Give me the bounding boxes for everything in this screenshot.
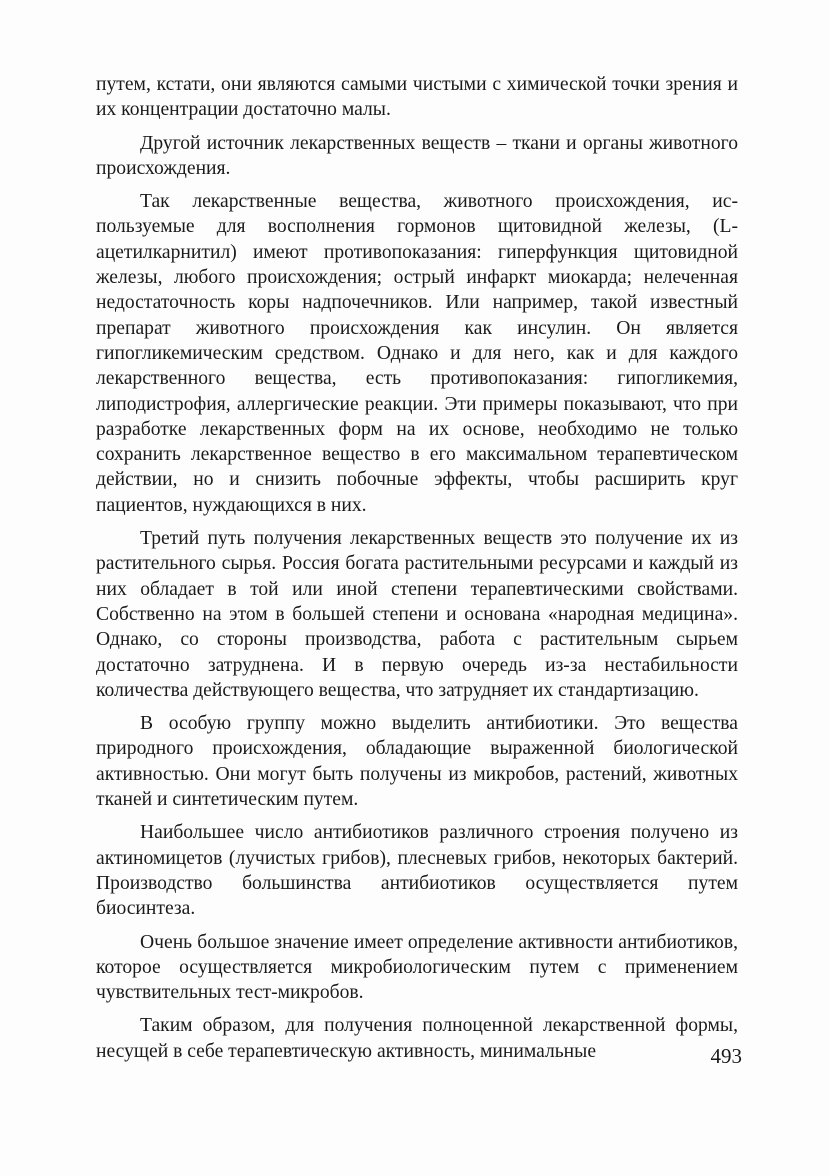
paragraph-plant-sources: Третий путь получения лекарственных веществ это получение их из растительного сырья. Россия богата растительными ресурсами и каждый из них обладает в той или иной степени терапевтическими свойствами. Собственно на этом в большей степени и основана «народная медицина». Однако, со стороны производства, работа с растительным сырьем достаточно затруднена. И в первую очередь из-за нестабильности количества действующего вещества, что затрудняет их стандартизацию.	[96, 528, 738, 701]
paragraph-continuation: путем, кстати, они являются самыми чистыми с химической точки зрения и их концентрации достаточно малы.	[96, 74, 738, 121]
body-text	[96, 72, 738, 1072]
paragraph-antibiotics: В особую группу можно выделить антибиотики. Это вещества природного происхождения, обладающие выраженной биологической активностью. Они могут быть получены из микробов, растений, животных тканей и синтетическим путем.	[96, 713, 738, 811]
page-number: 493	[710, 1044, 742, 1068]
paragraph-contraindications: Так лекарственные вещества, животного происхождения, используемые для восполнения гормонов щитовидной железы, (L-ацетилкарнитил) имеют противопоказания: гиперфункция щитовидной железы, любого происхождения; острый инфаркт миокарда; нелеченная недостаточность коры надпочечников. Или например, такой известный препарат животного происхождения как инсулин. Он является гипогликемическим средством. Однако и для него, как и для каждого лекарственного вещества, есть противопоказания: гипогликемия, липодистрофия, аллергические реакции. Эти примеры показывают, что при разработке лекарственных форм на их основе, необходимо не только сохранить лекарственное вещество в его максимальном терапевтическом действии, но и снизить побочные эффекты, чтобы расширить круг пациентов, нуждающихся в них.	[96, 191, 738, 516]
paragraph-conclusion: Таким образом, для получения полноценной лекарственной формы, несущей в себе терапевтическую активность, минимальные	[96, 1015, 738, 1062]
paragraph-animal-sources: Другой источник лекарственных веществ – ткани и органы животного происхождения.	[96, 132, 738, 179]
paragraph-antibiotic-activity: Очень большое значение имеет определение активности антибиотиков, которое осуществляется микробиологическим путем с применением чувствительных тест-микробов.	[96, 931, 738, 1004]
paragraph-antibiotic-origins: Наибольшее число антибиотиков различного строения получено из актиномицетов (лучистых грибов), плесневых грибов, некоторых бактерий. Производство большинства антибиотиков осуществляется путем биосинтеза.	[96, 822, 738, 920]
